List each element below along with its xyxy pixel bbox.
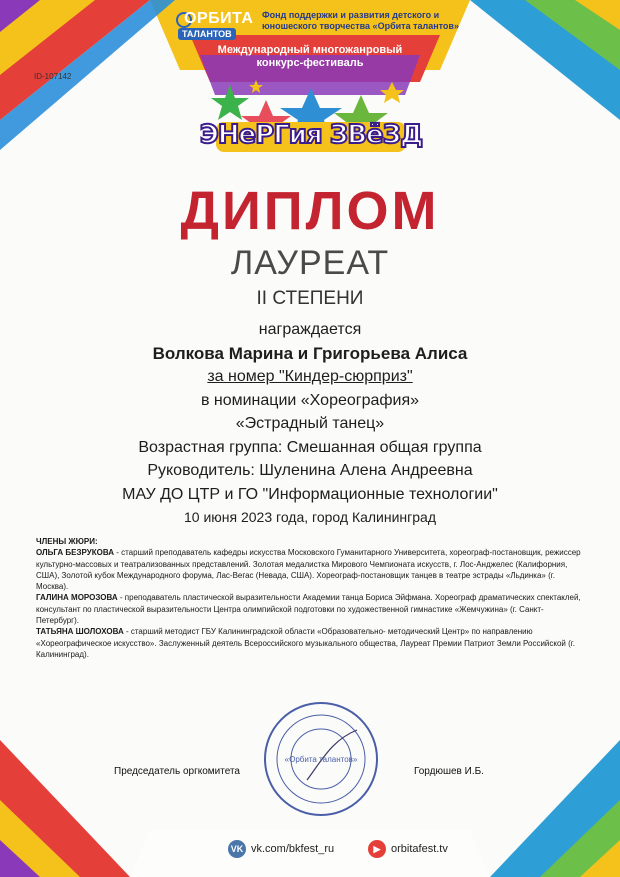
jury-member-name: ГАЛИНА МОРОЗОВА <box>36 593 118 603</box>
vk-link[interactable] <box>228 840 334 858</box>
jury-heading: ЧЛЕНЫ ЖЮРИ: <box>36 537 98 546</box>
date-place: 10 июня 2023 года, город Калининград <box>184 509 436 525</box>
org-name: Фонд поддержки и развития детского и юношеского творчества «Орбита талантов» <box>262 10 459 31</box>
vk-icon: VK <box>228 840 246 858</box>
orbita-logo <box>176 10 258 40</box>
contest-title <box>0 44 620 70</box>
contest-line-2: конкурс-фестиваль <box>256 57 364 69</box>
jury-member-name: ОЛЬГА БЕЗРУКОВА <box>36 548 114 558</box>
jury-member <box>36 592 586 626</box>
leader-line: Руководитель: Шуленина Алена Андреевна <box>147 462 473 479</box>
stamp-text: «Орбита талантов» <box>284 755 358 764</box>
age-group-line: Возрастная группа: Смешанная общая группа <box>138 438 482 456</box>
jury-member-desc: - старший преподаватель кафедры искусства Московского Гуманитарного Университета, хореограф-постановщик, режиссер культурно-массовых и театрализованных представлений. Золотая медалистка Мирового Чемпионата искусств, г. Лос-Анджелес (Калифорния, США), Золотой кубок Международного форума, Лас-Вегас (Невада, США). Хореограф-постановщик танцев в театре эстрады «Льдинка» (г. Москва). <box>36 548 581 592</box>
play-icon: ▶ <box>368 840 386 858</box>
contest-line-1: Международный многожанровый <box>217 44 403 56</box>
jury-member <box>36 547 586 592</box>
footer <box>0 840 620 862</box>
nomination-line: в номинации «Хореография» <box>200 391 420 409</box>
jury-member-desc: - преподаватель пластической выразительности Академии танца Бориса Эйфмана. Хореограф драматических спектаклей, консультант по пластической выразительности Центра олимпийской подготовки по художественной гимнастике «Жемчужина» (г. Санкт-Петербург). <box>36 593 581 626</box>
jury-section <box>36 536 586 660</box>
site-link-text: orbitafest.tv <box>391 843 448 855</box>
genre-line: «Эстрадный танец» <box>235 415 385 432</box>
award-degree: II СТЕПЕНИ <box>256 288 364 309</box>
awarded-line: награждается <box>258 321 362 338</box>
official-stamp <box>262 700 380 818</box>
institution-line: МАУ ДО ЦТР и ГО "Информационные технологии" <box>122 485 498 503</box>
piece-title: за номер "Киндер-сюрприз" <box>207 368 413 385</box>
festival-logo <box>196 80 426 170</box>
org-logo-top: ОРБИТА <box>184 10 254 27</box>
chairman-name: Гордюшев И.Б. <box>414 766 484 777</box>
chairman-label: Председатель оргкомитета <box>114 766 240 777</box>
org-logo-bottom: ТАЛАНТОВ <box>178 28 236 40</box>
diploma-title: ДИПЛОМ <box>180 181 440 241</box>
award-title: ЛАУРЕАТ <box>230 244 390 282</box>
site-link[interactable] <box>368 840 448 858</box>
festival-logo-text: ЭНеРГия ЗВёЗД <box>199 120 423 150</box>
recipient-names: Волкова Марина и Григорьева Алиса <box>152 343 468 363</box>
document-id: ID-107142 <box>34 72 72 81</box>
jury-member <box>36 626 586 660</box>
vk-link-text: vk.com/bkfest_ru <box>251 843 335 855</box>
jury-member-name: ТАТЬЯНА ШОЛОХОВА <box>36 627 124 637</box>
jury-member-desc: - старший методист ГБУ Калининградской области «Образовательно- методический Центр» по направлению «Хореографическое искусство». Заслуженный деятель Всероссийского музыкального общества, Лауреат Премии Патриот Земли Российской (г. Калининград). <box>36 627 575 659</box>
diploma-body <box>0 318 620 506</box>
org-header <box>176 10 462 40</box>
